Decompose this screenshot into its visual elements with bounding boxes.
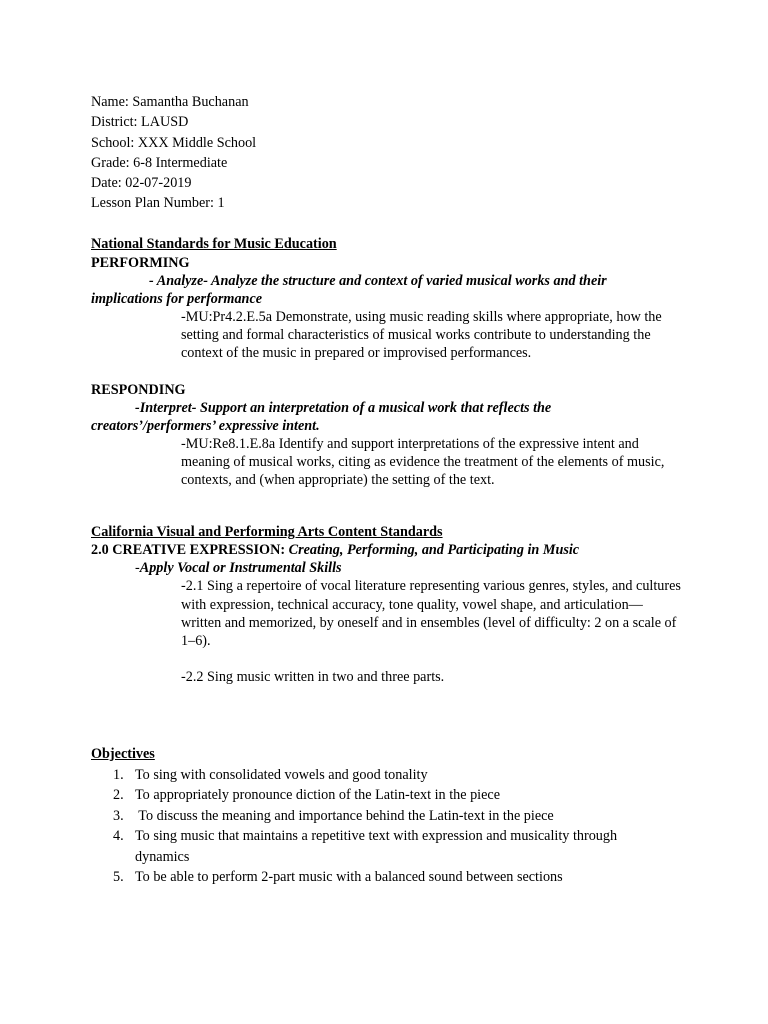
spacer (91, 686, 691, 744)
spacer (91, 650, 691, 668)
objectives-section (91, 744, 691, 887)
national-standards-title: National Standards for Music Education (91, 235, 337, 252)
spacer (91, 489, 691, 523)
objectives-list (91, 765, 691, 888)
skills-subheading-line (91, 559, 691, 577)
responding-subheading: -Interpret- Support an interpretation of a musical work that reflects the creators’/performers’ expressive intent. (91, 399, 552, 434)
responding-standard: -MU:Re8.1.E.8a Identify and support interpretations of the expressive intent and meaning of musical works, citing as evidence the treatment of the elements of music, contexts, and (when appropriate) the setting of the text. (181, 435, 665, 489)
objective-item (91, 785, 691, 806)
objective-text: To sing with consolidated vowels and good tonality (135, 766, 428, 783)
objective-text: To discuss the meaning and importance behind the Latin-text in the piece (135, 807, 554, 824)
creative-expression-line (91, 541, 691, 559)
name-line: Name: Samantha Buchanan (91, 94, 249, 110)
california-standard-2-1: -2.1 Sing a repertoire of vocal literature representing various genres, styles, and cultures with expression, technical accuracy, tone quality, vowel shape, and articulation—written and memorized, by oneself and in ensembles (level of difficulty: 2 on a scale of 1–6). (181, 578, 681, 649)
lesson-plan-line: Lesson Plan Number: 1 (91, 195, 225, 212)
performing-heading: PERFORMING (91, 255, 190, 272)
national-standards-section (91, 234, 691, 490)
objective-text: To sing music that maintains a repetitive text with expression and musicality through dynamics (135, 828, 618, 865)
objective-text: To appropriately pronounce diction of the Latin-text in the piece (135, 787, 500, 804)
skills-prefix: - (135, 560, 140, 577)
lesson-plan-document (91, 92, 691, 888)
objective-number: 1. (113, 766, 124, 783)
california-standards-title: California Visual and Performing Arts Content Standards (91, 524, 443, 541)
responding-heading: RESPONDING (91, 381, 186, 398)
california-standards-section (91, 523, 691, 686)
section-label: 2.0 CREATIVE EXPRESSION: (91, 542, 286, 559)
district-line: District: LAUSD (91, 114, 189, 131)
section-title: Creating, Performing, and Participating in Music (288, 542, 580, 559)
grade-line: Grade: 6-8 Intermediate (91, 154, 228, 171)
objective-number: 4. (113, 828, 124, 845)
objective-number: 5. (113, 869, 124, 886)
objectives-title: Objectives (91, 746, 155, 763)
header-block (91, 92, 691, 214)
performing-subheading: - Analyze- Analyze the structure and context of varied musical works and their implications for performance (91, 273, 607, 308)
california-standard-2-2: -2.2 Sing music written in two and three parts. (181, 669, 445, 686)
spacer (91, 363, 691, 381)
objective-text: To be able to perform 2-part music with a balanced sound between sections (135, 869, 563, 886)
objective-item (91, 867, 691, 888)
objective-item (91, 826, 655, 867)
objective-number: 2. (113, 787, 124, 804)
objective-number: 3. (113, 807, 124, 824)
objective-item (91, 806, 691, 827)
skills-subheading: Apply Vocal or Instrumental Skills (139, 560, 342, 577)
school-line: School: XXX Middle School (91, 134, 257, 151)
date-line: Date: 02-07-2019 (91, 175, 192, 192)
objective-item (91, 765, 691, 786)
spacer (91, 214, 691, 234)
performing-standard: -MU:Pr4.2.E.5a Demonstrate, using music reading skills where appropriate, how the setting and formal characteristics of musical works contribute to understanding the context of the music in prepared or improvised performances. (181, 309, 662, 362)
